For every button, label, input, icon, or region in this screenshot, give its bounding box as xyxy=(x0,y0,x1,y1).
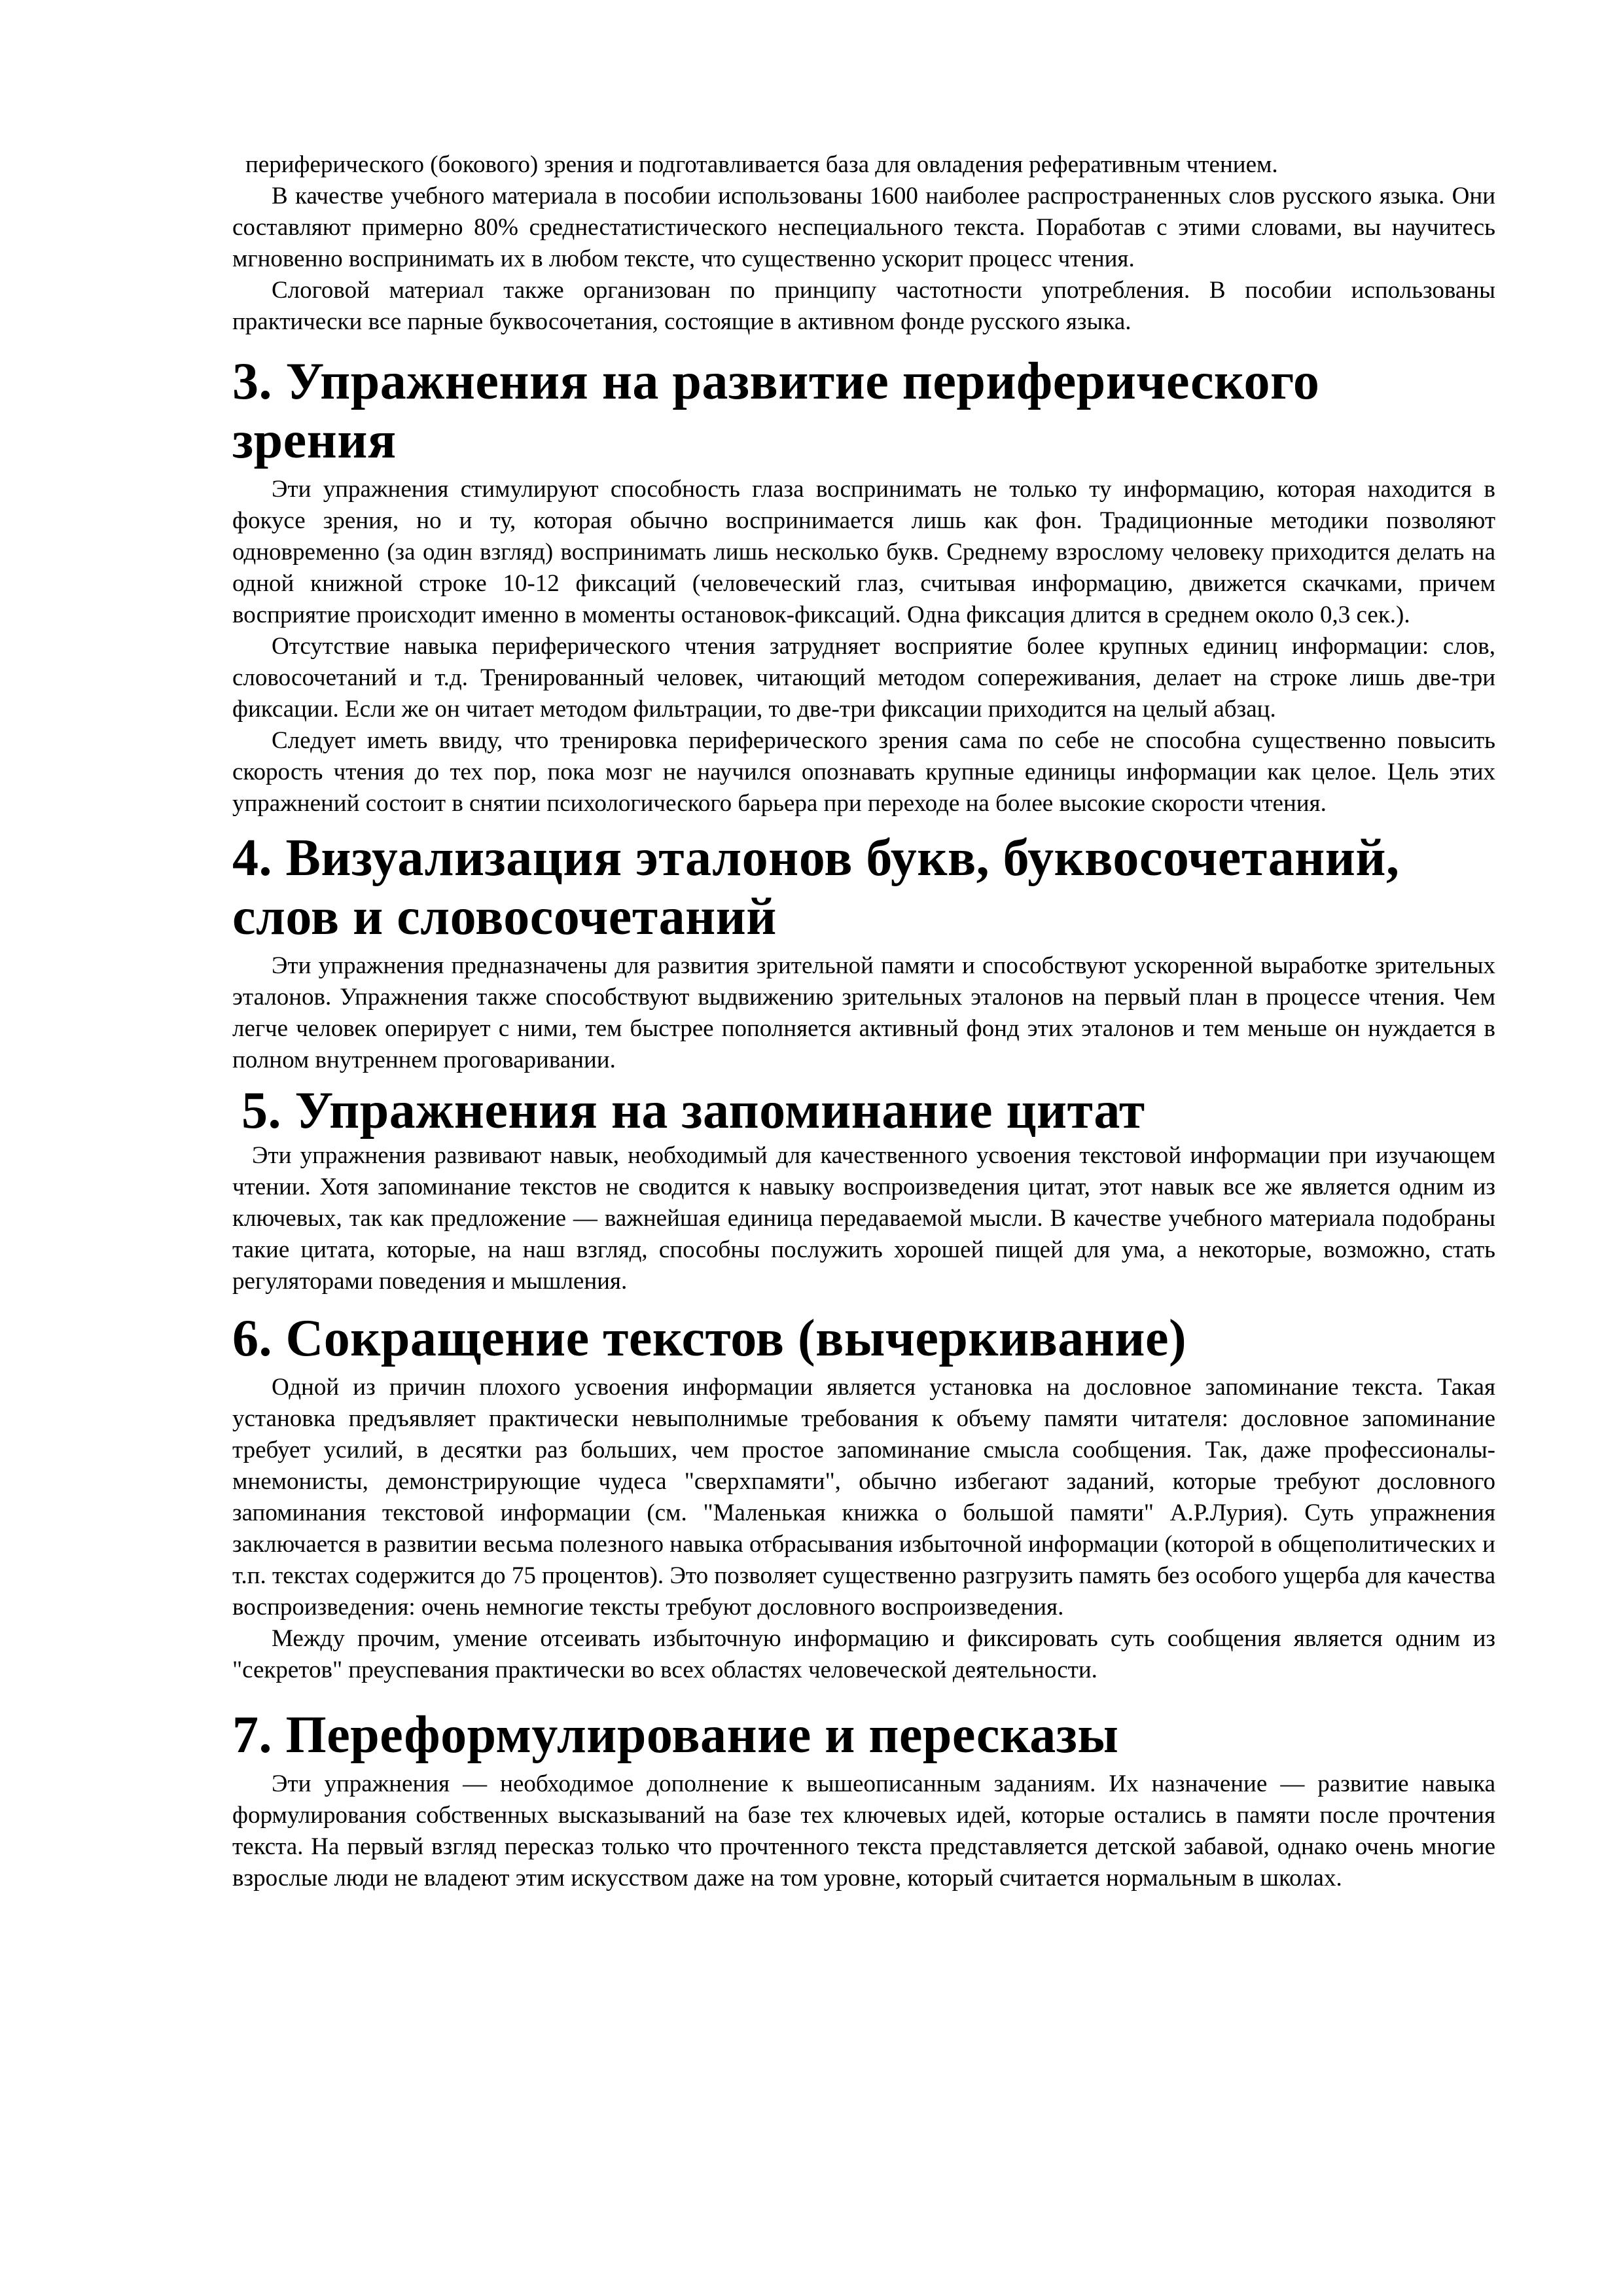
section-5-heading: 5. Упражнения на запоминание цитат xyxy=(241,1082,1145,1139)
section-7-paragraph-1: Эти упражнения — необходимое дополнение к вышеописанным заданиям. Их назначение — развитие навыка формулирования собственных высказываний на базе тех ключевых идей, которые остались в памяти после прочтения текста. На первый взгляд пересказ только что прочтенного текста представляется детской забавой, однако очень многие взрослые люди не владеют этим искусством даже на том уровне, который считается нормальным в школах. xyxy=(232,1770,1495,1892)
section-4-paragraph-1: Эти упражнения предназначены для развития зрительной памяти и способствуют ускоренной выработке зрительных эталонов. Упражнения также способствуют выдвижению зрительных эталонов на первый план в процессе чтения. Чем легче человек оперирует с ними, тем быстрее пополняется активный фонд этих эталонов и тем меньше он нуждается в полном внутреннем проговаривании. xyxy=(232,952,1495,1073)
section-5-paragraph-1: Эти упражнения развивают навык, необходимый для качественного усвоения текстовой информации при изучающем чтении. Хотя запоминание текстов не сводится к навыку воспроизведения цитат, этот навык все же является одним из ключевых, так как предложение — важнейшая единица передаваемой мысли. В качестве учебного материала подобраны такие цитата, которые, на наш взгляд, способны послужить хорошей пищей для ума, а некоторые, возможно, стать регуляторами поведения и мышления. xyxy=(232,1142,1495,1295)
section-6-paragraph-1: Одной из причин плохого усвоения информации является установка на дословное запоминание текста. Такая установка предъявляет практически невыполнимые требования к объему памяти читателя: дословное запоминание требует усилий, в десятки раз больших, чем простое запоминание смысла сообщения. Так, даже профессионалы-мнемонисты, демонстрирующие чудеса "сверхпамяти", обычно избегают заданий, которые требуют дословного запоминания текстовой информации (см. "Маленькая книжка о большой памяти" А.Р.Лурия). Суть упражнения заключается в развитии весьма полезного навыка отбрасывания избыточной информации (которой в общеполитических и т.п. текстах содержится до 75 процентов). Это позволяет существенно разгрузить память без особого ущерба для качества воспроизведения: очень немногие тексты требуют дословного воспроизведения. xyxy=(232,1374,1495,1621)
intro-paragraph-2: В качестве учебного материала в пособии использованы 1600 наиболее распространенных слов русского языка. Они составляют примерно 80% среднестатистического неспециального текста. Поработав с этими словами, вы научитесь мгновенно воспринимать их в любом тексте, что существенно ускорит процесс чтения. xyxy=(232,183,1495,272)
section-3-heading: 3. Упражнения на развитие периферического зрения xyxy=(232,353,1320,469)
intro-paragraph-3: Слоговой материал также организован по принципу частотности употребления. В пособии использованы практически все парные буквосочетания, состоящие в активном фонде русского языка. xyxy=(232,277,1495,335)
section-7-heading: 7. Переформулирование и пересказы xyxy=(232,1706,1119,1764)
document-page xyxy=(232,149,1495,1894)
intro-paragraph-1: периферического (бокового) зрения и подготавливается база для овладения реферативным чтением. xyxy=(245,151,1278,178)
section-4-heading: 4. Визуализация эталонов букв, буквосочетаний, слов и словосочетаний xyxy=(232,829,1400,946)
section-3-paragraph-2: Отсутствие навыка периферического чтения затрудняет восприятие более крупных единиц информации: слов, словосочетаний и т.д. Тренированный человек, читающий методом сопереживания, делает на строке лишь две-три фиксации. Если же он читает методом фильтрации, то две-три фиксации приходится на целый абзац. xyxy=(232,633,1495,723)
section-6-paragraph-2: Между прочим, умение отсеивать избыточную информацию и фиксировать суть сообщения является одним из "секретов" преуспевания практически во всех областях человеческой деятельности. xyxy=(232,1625,1495,1683)
section-6-heading: 6. Сокращение текстов (вычеркивание) xyxy=(232,1310,1187,1367)
section-3-paragraph-3: Следует иметь ввиду, что тренировка периферического зрения сама по себе не способна существенно повысить скорость чтения до тех пор, пока мозг не научился опознавать крупные единицы информации как целое. Цель этих упражнений состоит в снятии психологического барьера при переходе на более высокие скорости чтения. xyxy=(232,727,1495,817)
section-3-paragraph-1: Эти упражнения стимулируют способность глаза воспринимать не только ту информацию, которая находится в фокусе зрения, но и ту, которая обычно воспринимается лишь как фон. Традиционные методики позволяют одновременно (за один взгляд) воспринимать лишь несколько букв. Среднему взрослому человеку приходится делать на одной книжной строке 10-12 фиксаций (человеческий глаз, считывая информацию, движется скачками, причем восприятие происходит именно в моменты остановок-фиксаций. Одна фиксация длится в среднем около 0,3 сек.). xyxy=(232,476,1495,628)
